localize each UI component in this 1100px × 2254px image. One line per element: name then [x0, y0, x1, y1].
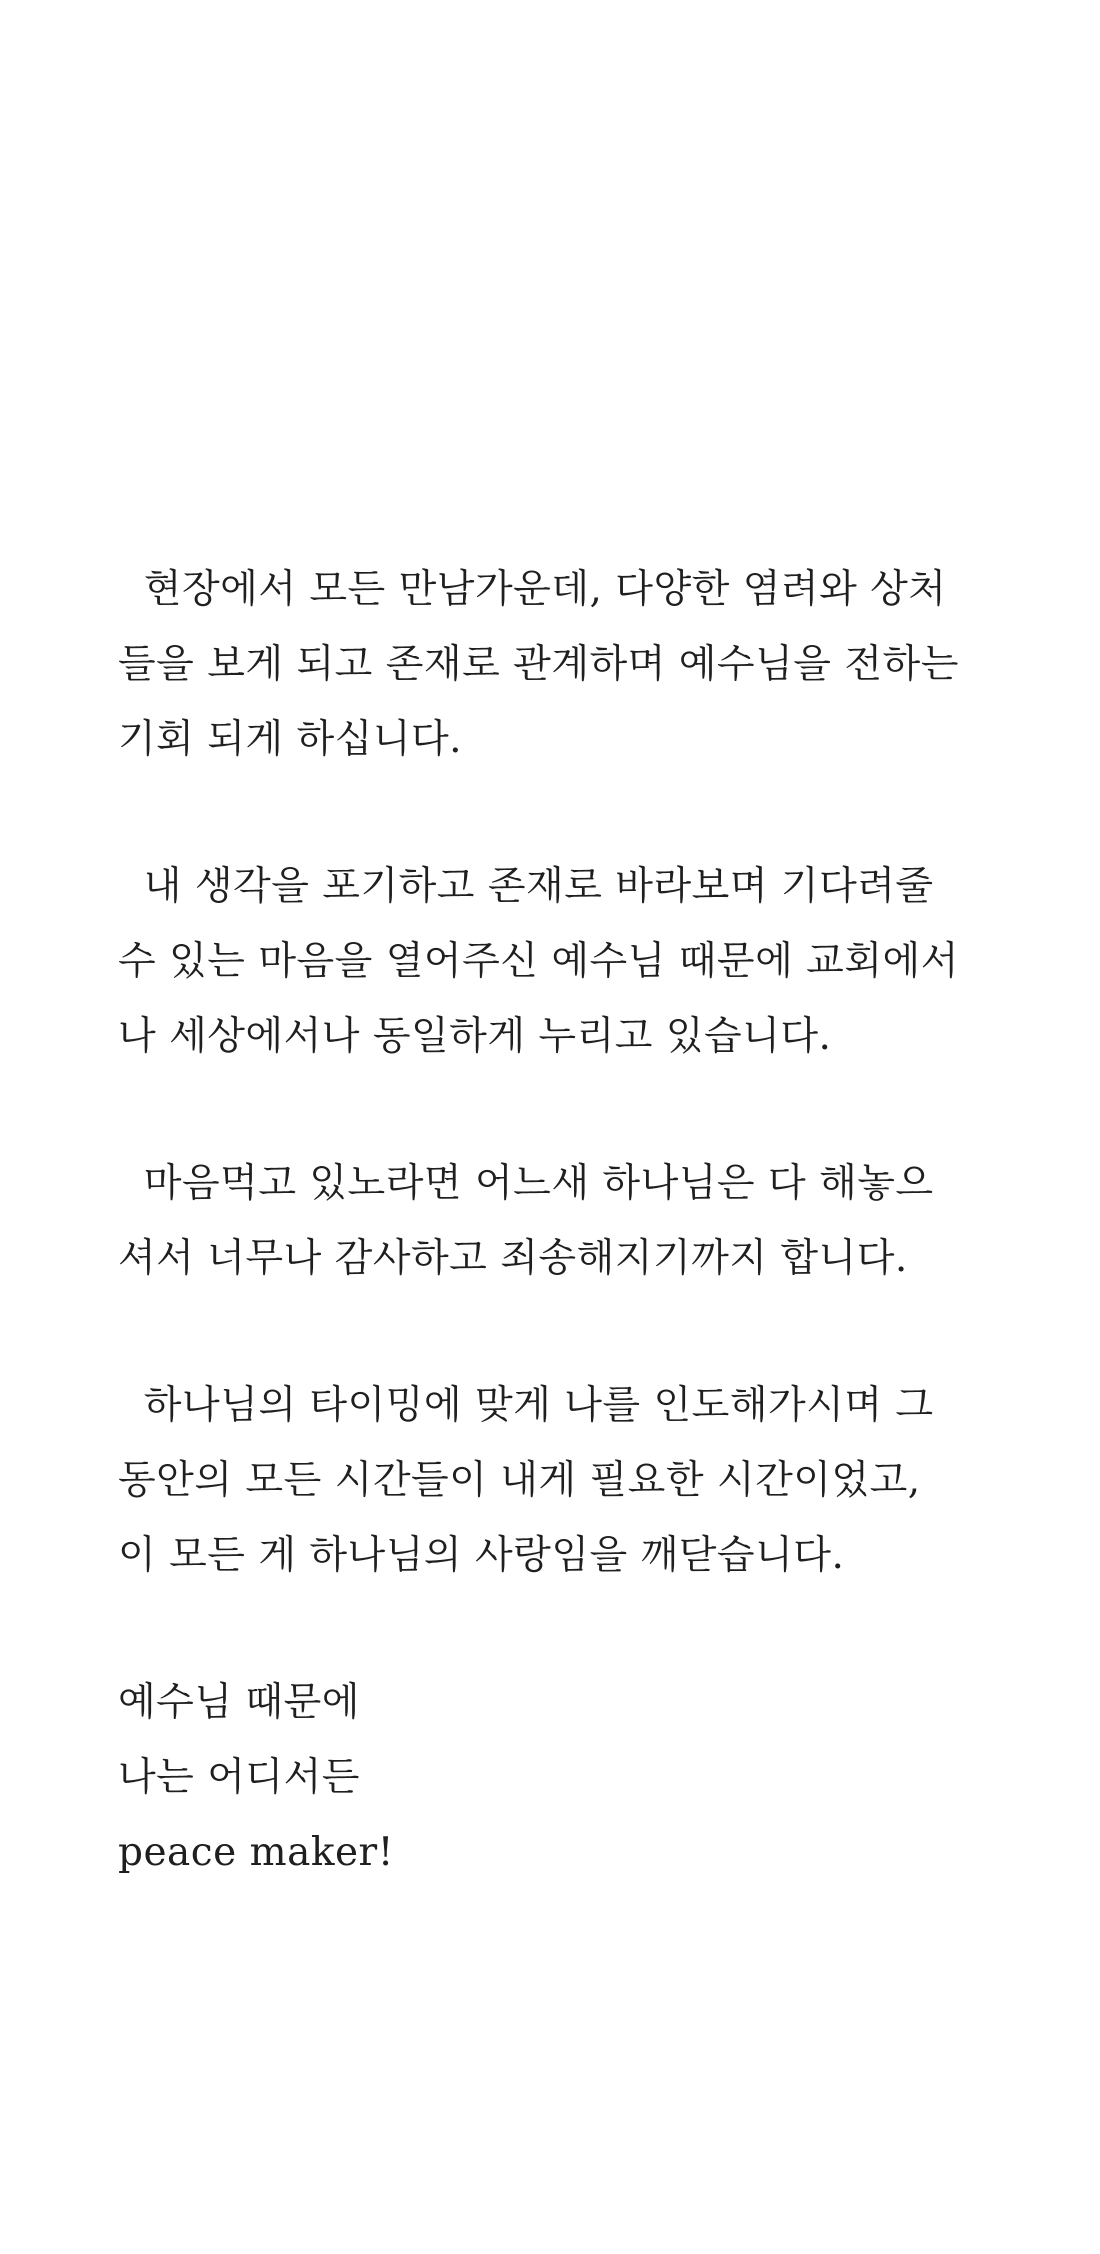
- text-line: 기회 되게 하십니다.: [118, 717, 463, 762]
- paragraph-2: [118, 849, 998, 1074]
- text-line: 들을 보게 되고 존재로 관계하며 예수님을 전하는: [118, 642, 959, 687]
- text-line: 수 있는 마음을 열어주신 예수님 때문에 교회에서: [118, 939, 959, 984]
- paragraph-3: [118, 1146, 998, 1296]
- paragraph-1: [118, 552, 998, 777]
- closing-line: peace maker!: [118, 1830, 394, 1875]
- text-line: 현장에서 모든 만남가운데, 다양한 염려와 상처: [118, 567, 947, 612]
- paragraph-4: [118, 1368, 998, 1593]
- text-line: 이 모든 게 하나님의 사랑임을 깨닫습니다.: [118, 1533, 845, 1578]
- text-line: 나 세상에서나 동일하게 누리고 있습니다.: [118, 1014, 832, 1059]
- text-line: 하나님의 타이밍에 맞게 나를 인도해가시며 그: [118, 1383, 934, 1428]
- closing-line: 예수님 때문에: [118, 1680, 360, 1725]
- text-line: 내 생각을 포기하고 존재로 바라보며 기다려줄: [118, 864, 934, 909]
- closing-line: 나는 어디서든: [118, 1755, 360, 1800]
- text-line: 셔서 너무나 감사하고 죄송해지기까지 합니다.: [118, 1236, 908, 1281]
- closing-verse: [118, 1665, 998, 1890]
- text-line: 마음먹고 있노라면 어느새 하나님은 다 해놓으: [118, 1161, 934, 1206]
- essay-text-block: [118, 552, 998, 1962]
- text-line: 동안의 모든 시간들이 내게 필요한 시간이었고,: [118, 1458, 921, 1503]
